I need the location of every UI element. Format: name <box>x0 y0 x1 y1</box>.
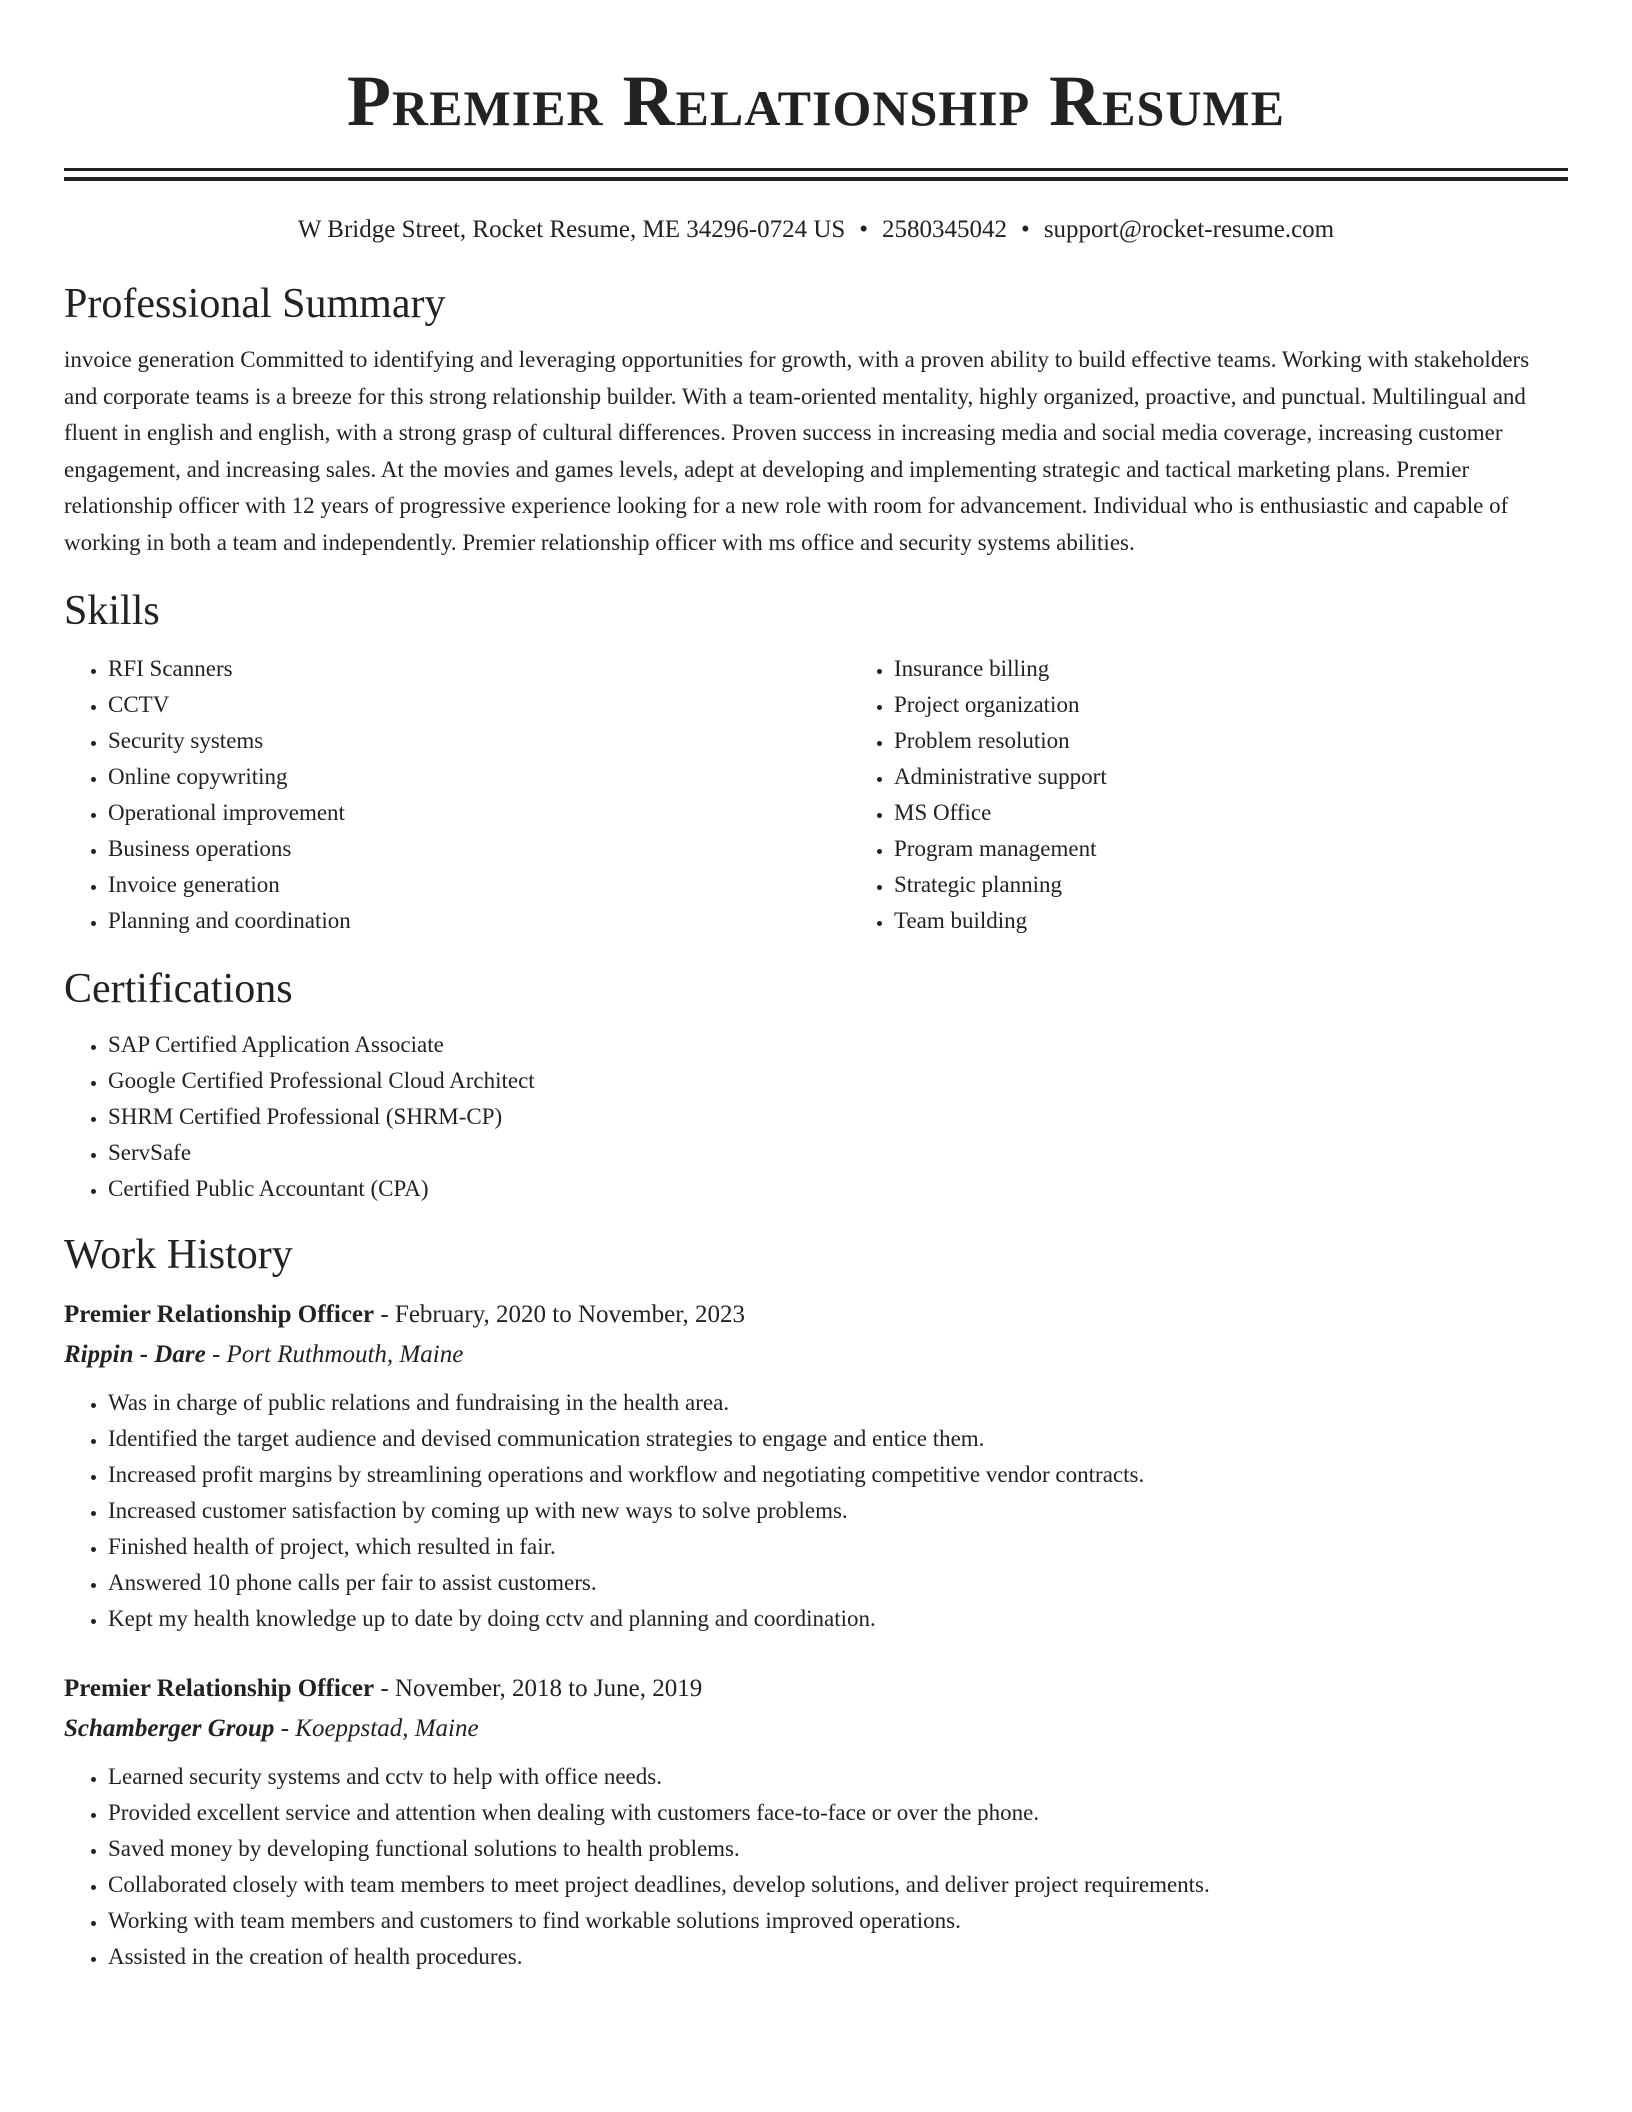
job-bullet: • Identified the target audience and devised communication strategies to engage and entice them. <box>108 1421 1568 1457</box>
resume-title: Premier Relationship Resume <box>347 61 1285 141</box>
job-bullet: • Provided excellent service and attention when dealing with customers face-to-face or over the phone. <box>108 1795 1568 1831</box>
contact-phone: 2580345042 <box>882 216 1008 243</box>
skills-left-list <box>64 651 850 939</box>
job-bullet: • Answered 10 phone calls per fair to assist customers. <box>108 1565 1568 1601</box>
header-rule-bottom <box>64 177 1568 181</box>
skill-item: • Online copywriting <box>108 759 850 795</box>
job-bullet: • Working with team members and customers to find workable solutions improved operations. <box>108 1903 1568 1939</box>
skill-item: • Operational improvement <box>108 795 850 831</box>
skill-item: • Invoice generation <box>108 867 850 903</box>
certification-item: • ServSafe <box>108 1135 1568 1171</box>
job-title: Premier Relationship Officer <box>64 1675 375 1702</box>
job-bullet: • Finished health of project, which resulted in fair. <box>108 1529 1568 1565</box>
summary-heading: Professional Summary <box>64 281 446 327</box>
job-dates: - November, 2018 to June, 2019 <box>374 1675 703 1702</box>
job-bullet: • Saved money by developing functional solutions to health problems. <box>108 1831 1568 1867</box>
skill-item: • RFI Scanners <box>108 651 850 687</box>
skill-item: • Planning and coordination <box>108 903 850 939</box>
header-rule-top <box>64 168 1568 171</box>
skills-columns <box>64 651 1568 939</box>
resume-page <box>64 0 1568 1975</box>
skill-item: • Business operations <box>108 831 850 867</box>
job-title-line <box>64 1295 1568 1335</box>
skill-item: • Team building <box>894 903 1632 939</box>
job-bullets <box>64 1759 1568 1975</box>
certification-item: • SHRM Certified Professional (SHRM-CP) <box>108 1099 1568 1135</box>
certification-item: • SAP Certified Application Associate <box>108 1027 1568 1063</box>
skill-item: • Security systems <box>108 723 850 759</box>
contact-address: W Bridge Street, Rocket Resume, ME 34296-0724 US <box>297 216 846 243</box>
certification-item: • Certified Public Accountant (CPA) <box>108 1171 1568 1207</box>
job-dates: - February, 2020 to November, 2023 <box>374 1301 746 1328</box>
summary-text: invoice generation Committed to identifying and leveraging opportunities for growth, with a proven ability to build effective teams. Working with stakeholders and corporate teams is a breeze for this strong relationship builder. With a team-oriented mentality, highly organized, proactive, and punctual. Multilingual and fluent in english and english, with a strong grasp of cultural differences. Proven success in increasing media and social media coverage, increasing customer engagement, and increasing sales. At the movies and games levels, adept at developing and implementing strategic and tactical marketing plans. Premier relationship officer with 12 years of progressive experience looking for a new role with room for advancement. Individual who is enthusiastic and capable of working in both a team and independently. Premier relationship officer with ms office and security systems abilities. <box>64 347 1530 555</box>
certifications-list <box>64 1027 1568 1207</box>
job-bullet: • Collaborated closely with team members to meet project deadlines, develop solutions, and deliver project requirements. <box>108 1867 1568 1903</box>
job-location: - Koeppstad, Maine <box>274 1715 479 1742</box>
contact-line <box>64 215 1568 245</box>
job-company: Rippin - Dare <box>64 1341 206 1368</box>
job-bullet: • Assisted in the creation of health procedures. <box>108 1939 1568 1975</box>
certification-item: • Google Certified Professional Cloud Architect <box>108 1063 1568 1099</box>
job-location: - Port Ruthmouth, Maine <box>205 1341 464 1368</box>
job-title-line <box>64 1669 1568 1709</box>
job-entry <box>64 1295 1568 1637</box>
work-history-heading: Work History <box>64 1232 293 1278</box>
contact-separator: • <box>859 216 869 243</box>
skill-item: • MS Office <box>894 795 1632 831</box>
job-bullet: • Increased profit margins by streamlining operations and workflow and negotiating competitive vendor contracts. <box>108 1457 1568 1493</box>
skill-item: • Strategic planning <box>894 867 1632 903</box>
job-company: Schamberger Group <box>64 1715 275 1742</box>
skill-item: • Program management <box>894 831 1632 867</box>
contact-email[interactable]: support@rocket-resume.com <box>1043 216 1335 243</box>
skill-item: • Problem resolution <box>894 723 1632 759</box>
skill-item: • Insurance billing <box>894 651 1632 687</box>
job-company-line <box>64 1335 1568 1375</box>
job-bullet: • Kept my health knowledge up to date by doing cctv and planning and coordination. <box>108 1601 1568 1637</box>
skill-item: • Administrative support <box>894 759 1632 795</box>
job-bullet: • Was in charge of public relations and fundraising in the health area. <box>108 1385 1568 1421</box>
job-entry <box>64 1669 1568 1975</box>
contact-separator: • <box>1021 216 1030 243</box>
certifications-heading: Certifications <box>64 966 293 1012</box>
job-company-line <box>64 1709 1568 1749</box>
skills-right-list <box>850 651 1632 939</box>
job-bullet: • Learned security systems and cctv to help with office needs. <box>108 1759 1568 1795</box>
job-bullet: • Increased customer satisfaction by coming up with new ways to solve problems. <box>108 1493 1568 1529</box>
job-title: Premier Relationship Officer <box>64 1301 375 1328</box>
skills-heading: Skills <box>64 588 160 634</box>
skill-item: • Project organization <box>894 687 1632 723</box>
skill-item: • CCTV <box>108 687 850 723</box>
job-bullets <box>64 1385 1568 1637</box>
